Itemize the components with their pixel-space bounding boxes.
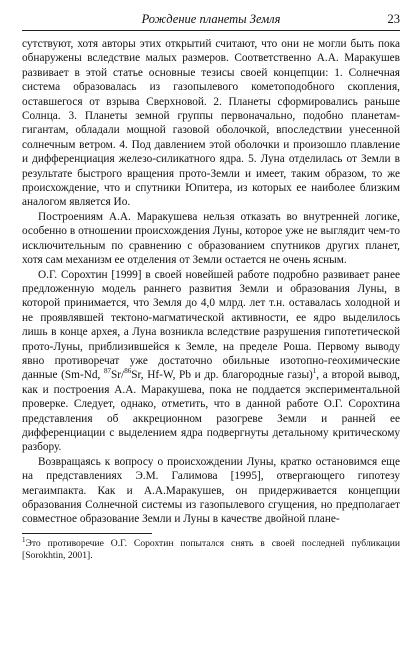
running-title: Рождение планеты Земля <box>141 12 281 26</box>
paragraph-3-text-a: О.Г. Сорохтин [1999] в своей новейшей работе подробно развивает ранее предложенную модель раннего развития Земли и образования Луны, в которой принимается, что Земля до 4,0 млрд. лет т.н. оставалась холодной и не проявлявшей тектоно-магматической активности, ее ядро выделилось лишь в конце архея, а Луна возникла вследствие разрушения гипотетической прото-Луны, приблизившейся к Земле, на пределе Роша. Первому выводу явно противоречат уже достаточно обильные изотопно-геохимические данные (Sm-Nd, <box>22 268 400 382</box>
isotope-superscript-86: 86 <box>124 367 132 376</box>
paragraph-1: сутствуют, хотя авторы этих открытий считают, что они не могли быть пока обнаружены вследствие малых размеров. Соответственно А.А. Маракушев развивает в этой статье основные тезисы своей концепции: 1. Солнечная система образовалась из газопылевого кометоподобного скопления, оставшегося от взрыва Сверхновой. 2. Планеты сформировались раньше Солнца. 3. Планеты земной группы первоначально, подобно планетам-гигантам, обладали мощной газовой оболочкой, впоследствии унесенной солнечным ветром. 4. Под давлением этой оболочки и произошло плавление и дифференциация железо-силикатного ядра. 5. Луна отделилась от Земли в результате быстрого вращения прото-Земли и имеет, таким образом, то же происхождение, что и спутники Юпитера, из которых ее наиболее близким аналогом является Ио. <box>22 38 400 209</box>
paragraph-3-text-c: Sr, Hf-W, Pb и др. благородные газы) <box>131 369 313 382</box>
footnote-reference: 1 <box>312 367 317 376</box>
body-text <box>22 37 400 527</box>
paragraph-2: Построениям А.А. Маракушева нельзя отказать во внутренней логике, особенно в отношении происхождения Луны, которое уже не выглядит чем-то исключительным по сравнению с образованием спутников других планет, хотя сам механизм ее отделения от Земли остается не очень ясным. <box>22 210 400 267</box>
paragraph-3-text-b: Sr/ <box>111 369 125 382</box>
footnote-marker: 1 <box>22 535 26 544</box>
footnote <box>22 535 400 562</box>
page-number: 23 <box>387 12 400 26</box>
running-header <box>22 10 400 31</box>
paragraph-3 <box>22 268 400 455</box>
isotope-superscript-87: 87 <box>104 367 111 376</box>
paragraph-3-text-d: , а второй вывод, как и построения А.А. Маракушева, пока не поддается экспериментальной проверке. Следует, однако, отметить, что в данной работе О.Г. Сорохтина представления об аккреционном разогреве Земли и ранней ее дифференциации с выделением ядра подвергнуты детальному критическому разбору. <box>22 369 400 454</box>
paragraph-4: Возвращаясь к вопросу о происхождении Луны, кратко остановимся еще на представлениях Э.М. Галимова [1995], отвергающего гипотезу мегаимпакта. Как и А.А.Маракушев, он придерживается концепции образования Солнечной системы из газопылевого сгущения, но предполагает совместное образование Земли и Луны в качестве двойной плане- <box>22 455 400 526</box>
book-page <box>22 10 400 655</box>
footnote-divider <box>22 533 152 534</box>
footnote-text: Это противоречие О.Г. Сорохтин попытался снять в своей последней публикации [Sorokhtin, 2001]. <box>22 537 400 561</box>
